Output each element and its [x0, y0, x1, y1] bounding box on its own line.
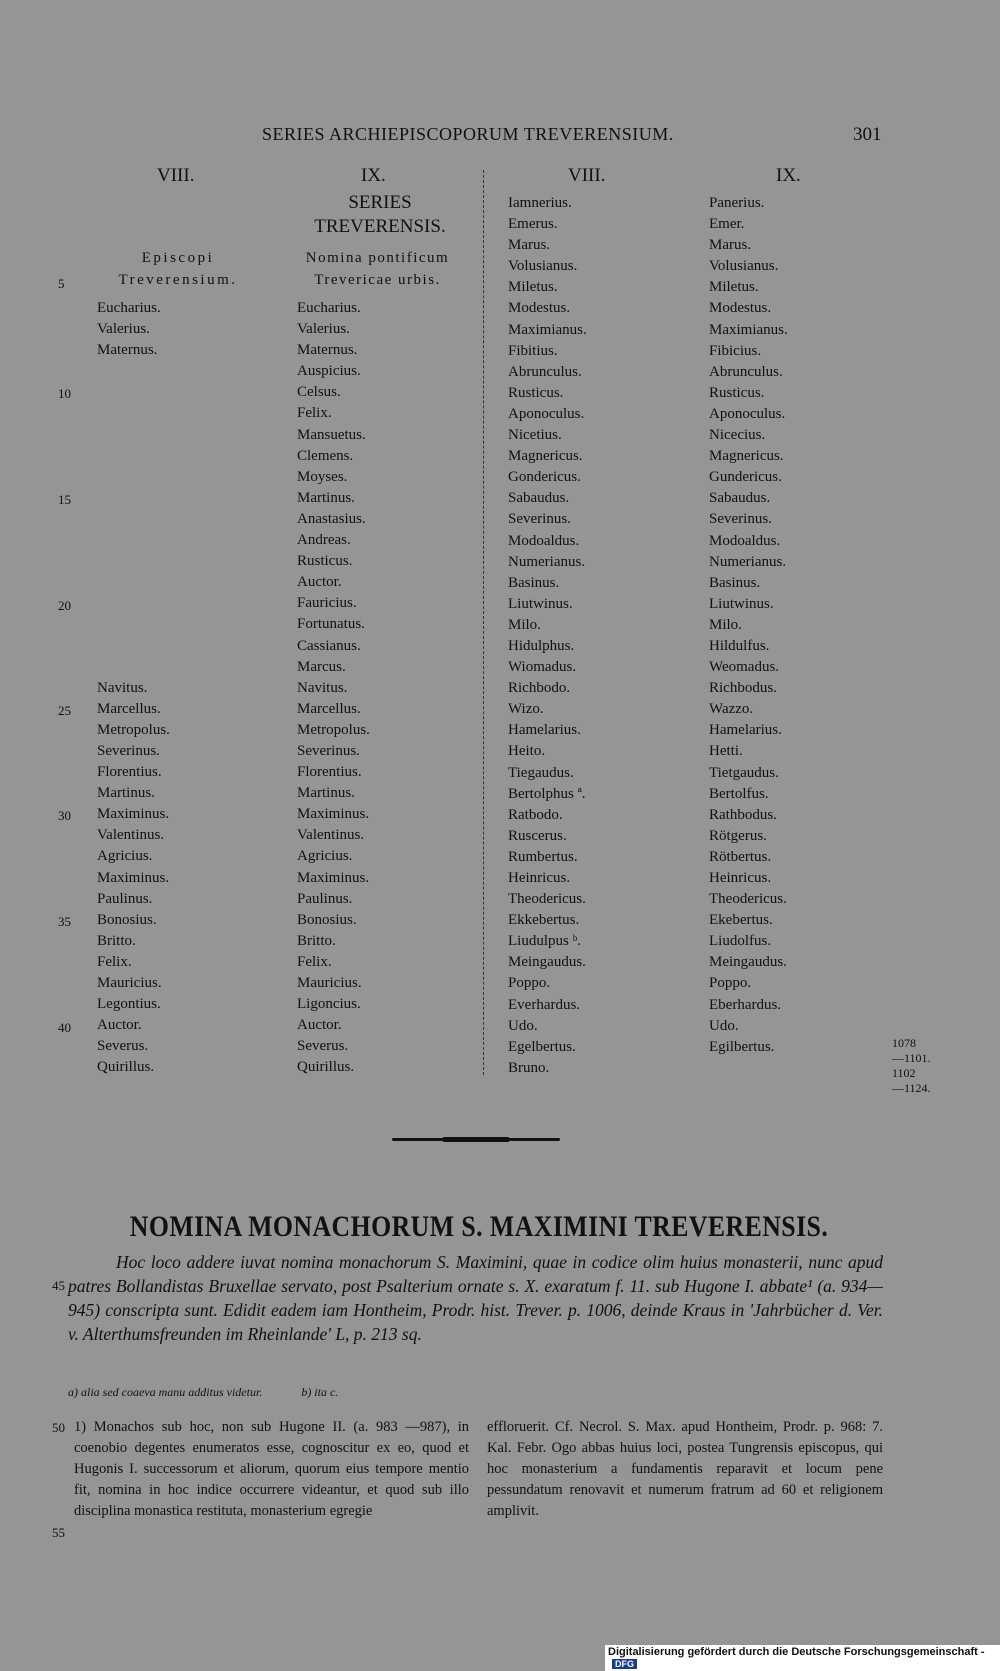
list-item: Clemens.: [297, 447, 354, 464]
footnote-left: 1) Monachos sub hoc, non sub Hugone II. (a. 983 —987), in coenobio degentes enumeratos esse, cognoscitur ex eo, quod et Hugonis I. successorum et aliorum, quorum eius tempore mentio fit, nomina in hoc indice occurrere videantur, et quod sub illo disciplina monastica restituta, monasterium egregie: [74, 1419, 469, 1519]
list-item: Severus.: [297, 1038, 349, 1055]
list-item: Abrunculus.: [709, 363, 783, 380]
list-item: Numerianus.: [508, 553, 586, 570]
list-item: Heito.: [508, 743, 546, 760]
col-ix-sub2: TREVERENSIS.: [314, 216, 446, 237]
list-item: Martinus.: [297, 785, 355, 802]
list-item: Andreas.: [297, 532, 351, 549]
list-item: [97, 403, 170, 424]
list-item: [97, 382, 170, 403]
list-item: Heinricus.: [709, 870, 772, 886]
list-item: Meingaudus.: [508, 954, 586, 971]
list-item: Valentinus.: [297, 827, 365, 844]
list-item: Ekkebertus.: [508, 912, 580, 929]
list-item: Theodericus.: [709, 891, 787, 908]
list-item: Quirillus.: [297, 1059, 355, 1076]
list-item: Tietgaudus.: [709, 764, 779, 781]
list-item: Moyses.: [297, 468, 348, 485]
list-item: Volusianus.: [709, 258, 779, 275]
list-item: Hildulfus.: [709, 637, 770, 654]
col-ix-head-left: IX.: [361, 165, 386, 186]
list-item: Nicetius.: [508, 427, 562, 444]
list-item: Hamelarius.: [508, 722, 581, 739]
list-item: Severinus.: [97, 742, 160, 759]
list-item: Maximinus.: [97, 806, 170, 823]
list-item: Martinus.: [297, 489, 355, 506]
list-item: [97, 636, 170, 657]
ornament-divider: [392, 1138, 560, 1141]
list-item: Sabaudus.: [508, 490, 570, 507]
dfg-logo: DFG: [612, 1659, 637, 1669]
list-item: Valerius.: [97, 321, 150, 338]
list-item: Marcellus.: [97, 700, 161, 717]
list-item: Auctor.: [297, 1017, 342, 1034]
list-item: Aponoculus.: [508, 405, 585, 422]
list-item: Valentinus.: [97, 827, 165, 844]
col-viii-caption2: Treverensium.: [118, 272, 238, 288]
list-item: [97, 425, 170, 446]
list-item: [97, 614, 170, 635]
list-item: Rusticus.: [508, 384, 564, 401]
list-item: Richbodo.: [508, 680, 571, 697]
line-number: 45: [52, 1278, 65, 1293]
intro-paragraph: Hoc loco addere iuvat nomina monachorum S. Maximini, quae in codice olim huius monasterii, nunc apud patres Bollandistas Bruxellae servato, post Psalterium ornate s. X. exaratum f. 11. sub Hugone I. abbate¹ (a. 934—945) conscripta sunt. Edidit eadem iam Hontheim, Prodr. hist. Trever. p. 1006, deinde Kraus in 'Jahrbücher d. Ver. v. Alterthumsfreunden im Rheinlande' L, p. 213 sq.: [68, 1252, 883, 1344]
list-item: Ratbodo.: [508, 806, 563, 823]
list-item: Hamelarius.: [709, 722, 782, 739]
list-item: Severus.: [97, 1038, 149, 1055]
list-item: Agricius.: [97, 848, 153, 865]
col-viii-caption1: Episcopi: [141, 250, 215, 266]
list-item: Fortunatus.: [297, 616, 365, 633]
list-item: Bonosius.: [97, 911, 157, 928]
list-item: Eucharius.: [97, 300, 161, 316]
list-item: Valerius.: [297, 321, 350, 338]
line-number: 40: [58, 1020, 71, 1035]
list-item: Maximinus.: [297, 869, 370, 886]
list-item: Severinus.: [508, 511, 571, 528]
line-number: 25: [58, 703, 71, 718]
list-item: Ruscerus.: [508, 827, 567, 844]
list-item: Auspicius.: [297, 363, 361, 380]
list-item: [97, 488, 170, 509]
line-number: 20: [58, 598, 71, 613]
line-number: 15: [58, 492, 71, 507]
list-item: Ligoncius.: [297, 996, 361, 1013]
footer-credit: [605, 1645, 1000, 1671]
col-viii-head-left: VIII.: [157, 165, 195, 186]
col-ix-caption2: Trevericae urbis.: [314, 272, 441, 288]
list-item: [97, 551, 170, 572]
list-item: Heinricus.: [508, 870, 571, 886]
list-item: Nicecius.: [709, 427, 766, 444]
list-item: [97, 593, 170, 614]
list-item: Sabaudus.: [709, 490, 771, 507]
list-item: Miletus.: [709, 279, 759, 296]
list-item: Modestus.: [709, 300, 772, 317]
footer-text: Digitalisierung gefördert durch die Deutsche Forschungsgemeinschaft -: [608, 1646, 985, 1658]
list-item: Rusticus.: [297, 553, 353, 570]
list-item: [97, 657, 170, 678]
list-item: [97, 572, 170, 593]
list-item: Marcus.: [297, 658, 346, 675]
list-item: Paulinus.: [97, 890, 153, 907]
list-item: Wiomadus.: [508, 659, 577, 676]
list-item: Volusianus.: [508, 258, 578, 275]
list-item: Panerius.: [709, 195, 765, 211]
list-item: Paulinus.: [297, 890, 353, 907]
list-right-ix: [709, 193, 788, 1058]
list-item: Maternus.: [297, 342, 358, 359]
list-item: Rötgerus.: [709, 827, 767, 844]
list-item: Felix.: [297, 953, 332, 970]
list-item: Liutwinus.: [508, 595, 573, 612]
list-item: Ekebertus.: [709, 912, 773, 929]
col-ix-sub1: SERIES: [348, 192, 412, 213]
list-item: Rusticus.: [709, 384, 765, 401]
list-item: Emer.: [709, 216, 745, 233]
list-item: Fibitius.: [508, 342, 558, 359]
list-item: Cassianus.: [297, 637, 361, 654]
list-item: Rötbertus.: [709, 848, 772, 865]
list-item: Fauricius.: [297, 595, 357, 612]
list-item: Weomadus.: [709, 659, 780, 676]
apparatus-notes: [68, 1385, 338, 1400]
margin-date-3: 1102: [892, 1066, 916, 1080]
list-item: [97, 509, 170, 530]
list-item: Liutwinus.: [709, 595, 774, 612]
list-item: Miletus.: [508, 279, 558, 296]
line-number: 55: [52, 1525, 65, 1540]
col-ix-head-right: IX.: [776, 165, 801, 186]
list-item: Navitus.: [297, 679, 348, 696]
list-item: Numerianus.: [709, 553, 787, 570]
list-item: Britto.: [97, 932, 136, 949]
list-item: Rumbertus.: [508, 848, 578, 865]
list-item: Britto.: [297, 932, 336, 949]
list-left-viii: [97, 298, 170, 1078]
list-item: Felix.: [97, 953, 132, 970]
list-item: Martinus.: [97, 785, 155, 802]
line-number: 35: [58, 914, 71, 929]
list-item: Marus.: [709, 237, 752, 254]
list-item: Modoaldus.: [709, 532, 781, 549]
list-item: Felix.: [297, 405, 332, 422]
list-item: Abrunculus.: [508, 363, 582, 380]
list-item: Bruno.: [508, 1059, 550, 1076]
list-item: Mauricius.: [97, 975, 162, 991]
list-item: Gundericus.: [709, 469, 782, 486]
list-item: Gondericus.: [508, 469, 581, 486]
list-item: Wizo.: [508, 701, 544, 718]
list-item: [97, 446, 170, 467]
list-left-ix: [297, 298, 370, 1078]
line-number: 5: [58, 276, 65, 291]
list-item: Eberhardus.: [709, 996, 782, 1013]
list-item: Poppo.: [508, 975, 551, 992]
list-item: Wazzo.: [709, 701, 754, 718]
list-item: Severinus.: [297, 742, 360, 759]
list-item: [97, 467, 170, 488]
section-intro: [68, 1250, 883, 1346]
list-item: Maximianus.: [508, 321, 587, 338]
page-number: 301: [853, 124, 882, 145]
apparatus-note-a: a) alia sed coaeva manu additus videtur.: [68, 1385, 263, 1399]
list-item: Magnericus.: [709, 448, 784, 465]
list-item: Maximinus.: [97, 869, 170, 886]
footnote-right: effloruerit. Cf. Necrol. S. Max. apud Hontheim, Prodr. p. 968: 7. Kal. Febr. Ogo abbas huius loci, postea Tungrensis episcopus, qui hoc monasterium a fundamentis reparavit et locum pene pessundatum renovavit et numerum fratrum ad 60 et religionem amplivit.: [487, 1419, 883, 1519]
list-item: Auctor.: [297, 574, 342, 591]
margin-date: [892, 1036, 931, 1096]
list-item: Everhardus.: [508, 996, 581, 1013]
list-item: Basinus.: [508, 574, 560, 591]
list-item: Florentius.: [97, 764, 162, 781]
list-item: Iamnerius.: [508, 195, 572, 211]
list-item: Egilbertus.: [709, 1038, 775, 1055]
list-item: Poppo.: [709, 975, 752, 992]
list-item: Egelbertus.: [508, 1038, 576, 1055]
list-item: Auctor.: [97, 1017, 142, 1034]
list-item: Milo.: [709, 616, 742, 633]
list-item: Tiegaudus.: [508, 764, 574, 781]
section-title: NOMINA MONACHORUM S. MAXIMINI TREVERENSIS.: [129, 1210, 829, 1243]
list-item: Liudolfus.: [709, 933, 772, 950]
list-item: Eucharius.: [297, 300, 361, 316]
list-item: Metropolus.: [297, 721, 370, 738]
list-item: Basinus.: [709, 574, 761, 591]
list-item: Modestus.: [508, 300, 571, 317]
col-viii-head-right: VIII.: [568, 165, 606, 186]
list-item: Mauricius.: [297, 975, 362, 991]
list-item: Marcellus.: [297, 700, 361, 717]
list-item: Milo.: [508, 616, 541, 633]
line-number: 50: [52, 1420, 65, 1435]
list-item: Udo.: [508, 1017, 538, 1034]
list-item: Anastasius.: [297, 510, 366, 527]
col-ix-caption1: Nomina pontificum: [305, 250, 450, 266]
margin-date-4: —1124.: [892, 1081, 931, 1095]
list-item: Magnericus.: [508, 448, 583, 465]
line-number: 10: [58, 386, 71, 401]
list-item: Celsus.: [297, 384, 341, 401]
running-title: SERIES ARCHIEPISCOPORUM TREVERENSIUM.: [262, 124, 674, 144]
list-item: Bertolphus ª.: [508, 785, 586, 802]
list-item: Modoaldus.: [508, 532, 580, 549]
list-item: Bertolfus.: [709, 785, 769, 802]
list-item: Theodericus.: [508, 891, 586, 908]
list-item: Hidulphus.: [508, 637, 575, 654]
list-item: Rathbodus.: [709, 806, 777, 823]
list-item: Navitus.: [97, 679, 148, 696]
list-item: Maternus.: [97, 342, 158, 359]
list-item: Legontius.: [97, 996, 161, 1013]
margin-date-1: 1078: [892, 1036, 916, 1050]
list-item: Aponoculus.: [709, 405, 786, 422]
list-item: [97, 361, 170, 382]
list-item: Agricius.: [297, 848, 353, 865]
column-divider: [483, 170, 484, 1075]
list-item: Marus.: [508, 237, 551, 254]
list-item: Severinus.: [709, 511, 772, 528]
list-item: Florentius.: [297, 764, 362, 781]
list-item: Mansuetus.: [297, 426, 366, 443]
list-item: [97, 530, 170, 551]
list-item: Bonosius.: [297, 911, 357, 928]
line-number: 30: [58, 808, 71, 823]
list-item: Maximianus.: [709, 321, 788, 338]
margin-date-2: —1101.: [892, 1051, 931, 1065]
list-item: Quirillus.: [97, 1059, 155, 1076]
list-item: Richbodus.: [709, 680, 777, 697]
list-item: Udo.: [709, 1017, 739, 1034]
apparatus-note-b: b) ita c.: [301, 1385, 339, 1399]
list-item: Maximinus.: [297, 806, 370, 823]
list-item: Fibicius.: [709, 342, 762, 359]
list-item: Metropolus.: [97, 721, 170, 738]
list-item: Liudulpus ᵇ.: [508, 933, 581, 950]
list-item: Meingaudus.: [709, 954, 787, 971]
list-item: Emerus.: [508, 216, 558, 233]
list-right-viii: [508, 193, 587, 1079]
list-item: Hetti.: [709, 743, 743, 760]
